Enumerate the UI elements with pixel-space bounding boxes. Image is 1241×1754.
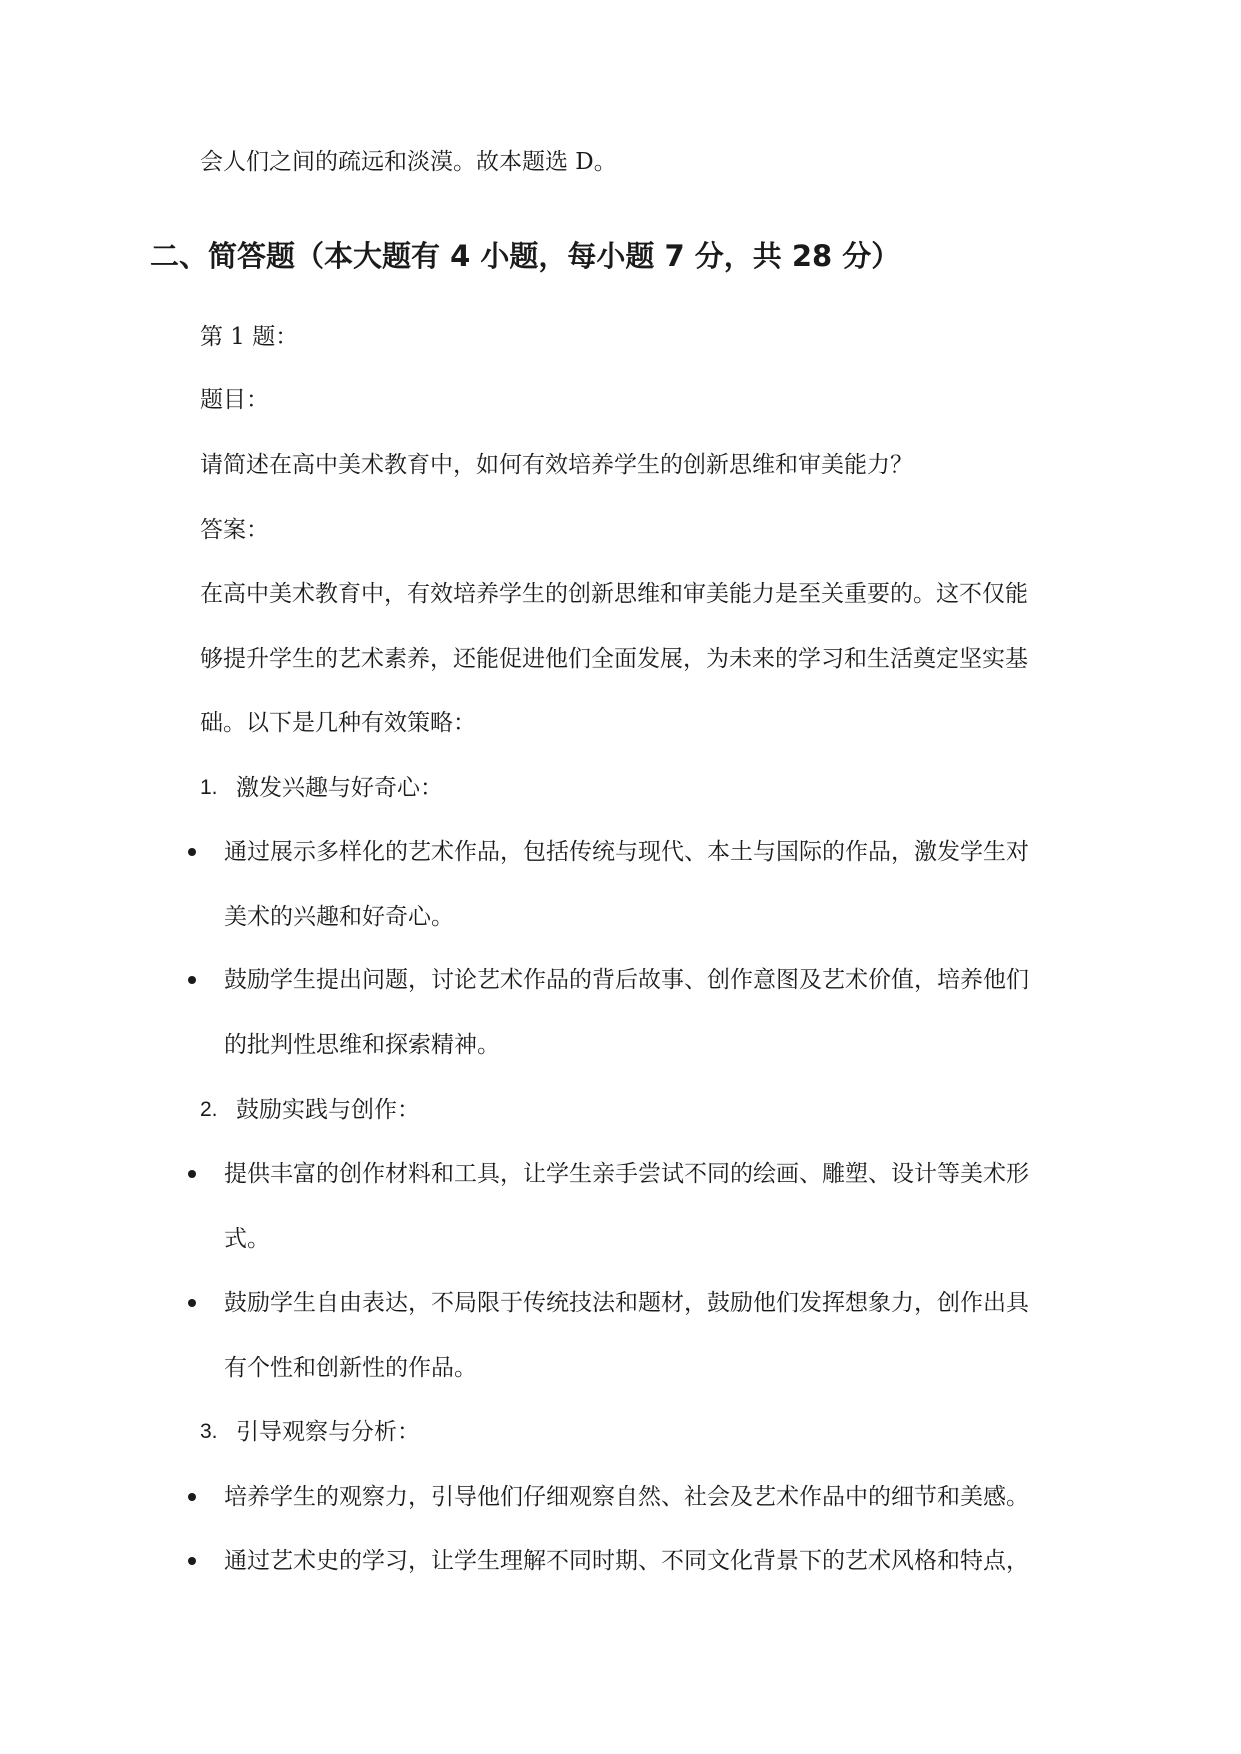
bullet-icon xyxy=(188,1170,196,1178)
bullet-icon xyxy=(188,1557,196,1565)
bullet-text: 鼓励学生自由表达，不局限于传统技法和题材，鼓励他们发挥想象力，创作出具 xyxy=(224,1290,1029,1316)
bullet-icon xyxy=(188,1299,196,1307)
bullet-text: 通过艺术史的学习，让学生理解不同时期、不同文化背景下的艺术风格和特点， xyxy=(224,1548,1029,1574)
question-number: 第 1 题： xyxy=(200,324,299,350)
strategy-title: 激发兴趣与好奇心： xyxy=(236,775,443,801)
answer-label: 答案： xyxy=(200,517,269,543)
bullet-text: 的批判性思维和探索精神。 xyxy=(224,1032,500,1058)
strategy-number: 3. xyxy=(200,1420,218,1443)
bullet-text: 通过展示多样化的艺术作品，包括传统与现代、本土与国际的作品，激发学生对 xyxy=(224,839,1029,865)
answer-intro-line: 够提升学生的艺术素养，还能促进他们全面发展，为未来的学习和生活奠定坚实基 xyxy=(200,646,1028,672)
bullet-text: 鼓励学生提出问题，讨论艺术作品的背后故事、创作意图及艺术价值，培养他们 xyxy=(224,967,1029,993)
strategy-title: 鼓励实践与创作： xyxy=(236,1097,420,1123)
strategy-number: 2. xyxy=(200,1098,218,1121)
bullet-text: 有个性和创新性的作品。 xyxy=(224,1355,477,1381)
bullet-text: 美术的兴趣和好奇心。 xyxy=(224,904,454,930)
section-heading: 二、简答题（本大题有 4 小题，每小题 7 分，共 28 分） xyxy=(150,239,901,273)
strategy-number: 1. xyxy=(200,776,218,799)
bullet-icon xyxy=(188,848,196,856)
bullet-text: 培养学生的观察力，引导他们仔细观察自然、社会及艺术作品中的细节和美感。 xyxy=(224,1484,1029,1510)
answer-intro-line: 在高中美术教育中，有效培养学生的创新思维和审美能力是至关重要的。这不仅能 xyxy=(200,581,1028,607)
bullet-icon xyxy=(188,976,196,984)
bullet-text: 提供丰富的创作材料和工具，让学生亲手尝试不同的绘画、雕塑、设计等美术形 xyxy=(224,1161,1029,1187)
continuation-text: 会人们之间的疏远和淡漠。故本题选 D。 xyxy=(200,149,617,175)
strategy-title: 引导观察与分析： xyxy=(236,1419,420,1445)
prompt-text: 请简述在高中美术教育中，如何有效培养学生的创新思维和审美能力？ xyxy=(200,452,913,478)
bullet-text: 式。 xyxy=(224,1226,270,1252)
answer-intro-line: 础。以下是几种有效策略： xyxy=(200,710,476,736)
bullet-icon xyxy=(188,1493,196,1501)
prompt-label: 题目： xyxy=(200,387,269,413)
